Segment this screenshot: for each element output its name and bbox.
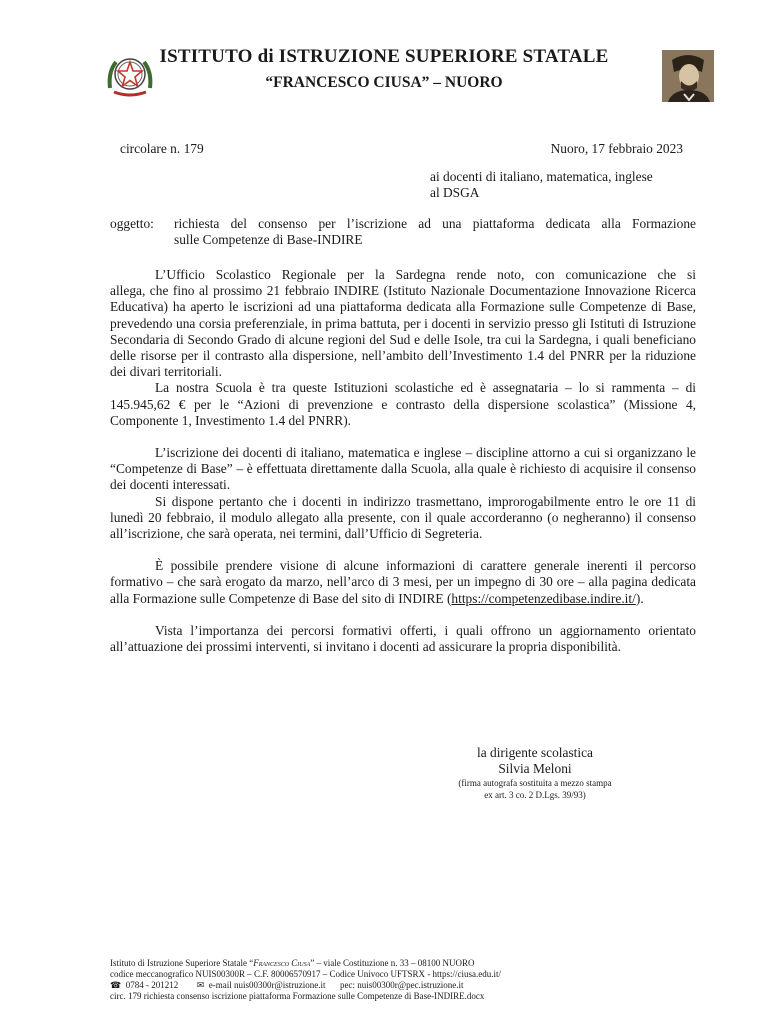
recipient-dsga: al DSGA — [430, 185, 480, 201]
paragraph-2: La nostra Scuola è tra queste Istituzioni scolastiche ed è assegnataria – lo si rammenta – di 145.945,62 € per le “Azioni di prevenzione e contrasto della dispersione scolastica” (Missione 4, Componente 1, Investimento 1.4 del PNRR). — [110, 380, 696, 428]
phone-icon: ☎ — [110, 980, 122, 990]
recipient-teachers: ai docenti di italiano, matematica, inglese — [430, 169, 653, 184]
signature-name: Silvia Meloni — [498, 761, 572, 777]
paragraph-6: Vista l’importanza dei percorsi formativi offerti, i quali offrono un aggiornamento orientato all’attuazione dei prossimi interventi, si invitano i docenti ad assicurare la propria disponibilità. — [110, 622, 696, 655]
subject-text — [174, 216, 696, 248]
paragraph-1: allega, che fino al prossimo 21 febbraio INDIRE (Istituto Nazionale Documentazione Innovazione Ricerca Educativa) ha aperto le iscrizioni ad una piattaforma dedicata alla Formazione sulle Competenze di Base, prevedendo una corsia preferenziale, in prima battuta, per i docenti in servizio presso gli Istituti di Istruzione Secondaria di Secondo Grado di alcune regioni del Sud e delle Isole, tra cui la Sardegna, i quali beneficiano delle risorse per il contrasto alla dispersione, nell’ambito dell’Investimento 1.4 del PNRR per la riduzione dei divari territoriali. — [110, 283, 696, 380]
indire-link[interactable]: https://competenzedibase.indire.it/ — [451, 590, 636, 606]
footer-phone: 0784 - 201212 — [125, 980, 179, 990]
email-icon: ✉ — [196, 980, 205, 990]
subject-label: oggetto: — [110, 216, 154, 231]
institute-subtitle: “FRANCESCO CIUSA” – NUORO — [265, 74, 503, 91]
paragraph-5: È possibile prendere visione di alcune informazioni di carattere generale inerenti il percorso formativo – che sarà erogato da marzo, nell’arco di 3 mesi, per un impegno di 30 ore – alla pagina dedicata alla Formazione sulle Competenze di Base del sito di INDIRE (https://competenzedibase.indire.it/). — [110, 558, 696, 606]
footer-address: Istituto di Istruzione Superiore Statale “Francesco Ciusa” – viale Costituzione n. 33 – 08100 NUORO — [110, 958, 475, 968]
subject-line-1: richiesta del consenso per l’iscrizione ad una piattaforma dedicata alla Formazione — [174, 216, 696, 231]
circular-number: circolare n. 179 — [120, 141, 204, 156]
institute-title: ISTITUTO di ISTRUZIONE SUPERIORE STATALE — [159, 46, 609, 67]
footer-contacts — [110, 980, 710, 991]
footer-pec: pec: nuis00300r@pec.istruzione.it — [340, 980, 464, 990]
paragraph-4: Si dispone pertanto che i docenti in indirizzo trasmettano, improrogabilmente entro le ore 11 di lunedì 20 febbraio, il modulo allegato alla presente, con il quale accorderanno (o negheranno) il consenso all’iscrizione, che sarà operata, nei termini, dall’Ufficio di Segreteria. — [110, 493, 696, 542]
footer-email: e-mail nuis00300r@istruzione.it — [208, 980, 326, 990]
portrait-icon — [662, 50, 714, 102]
paragraph-3: L’iscrizione dei docenti di italiano, matematica e inglese – discipline attorno a cui si organizzano le “Competenze di Base” – è effettuata direttamente dalla Scuola, alla quale è richiesto di acquisire il consenso dei docenti interessati. — [110, 445, 696, 493]
footer-filename: circ. 179 richiesta consenso iscrizione piattaforma Formazione sulle Competenze di Base-INDIRE.docx — [110, 991, 485, 1001]
place-date: Nuoro, 17 febbraio 2023 — [550, 141, 683, 156]
signature-block — [420, 745, 650, 801]
footer-codes: codice meccanografico NUIS00300R – C.F. 80006570917 – Codice Univoco UFTSRX - https://ciusa.edu.it/ — [110, 969, 501, 979]
signature-role: la dirigente scolastica — [476, 745, 593, 760]
letter-body — [110, 267, 696, 655]
subject-line-2: sulle Competenze di Base-INDIRE — [174, 232, 363, 248]
paragraph-1-first-line: L’Ufficio Scolastico Regionale per la Sardegna rende noto, con comunicazione che si — [155, 267, 696, 282]
signature-note-2: ex art. 3 co. 2 D.Lgs. 39/93) — [484, 790, 586, 801]
footer — [110, 958, 710, 1002]
recipients — [430, 169, 653, 201]
paragraph-5-text: È possibile prendere visione di alcune informazioni di carattere generale inerenti il percorso formativo – che sarà erogato da marzo, nell’arco di 3 mesi, per un impegno di 30 ore – alla pagina dedicata alla Formazione sulle Competenze di Base del sito di INDIRE — [110, 558, 696, 606]
signature-note-1: (firma autografa sostituita a mezzo stampa — [458, 778, 612, 789]
